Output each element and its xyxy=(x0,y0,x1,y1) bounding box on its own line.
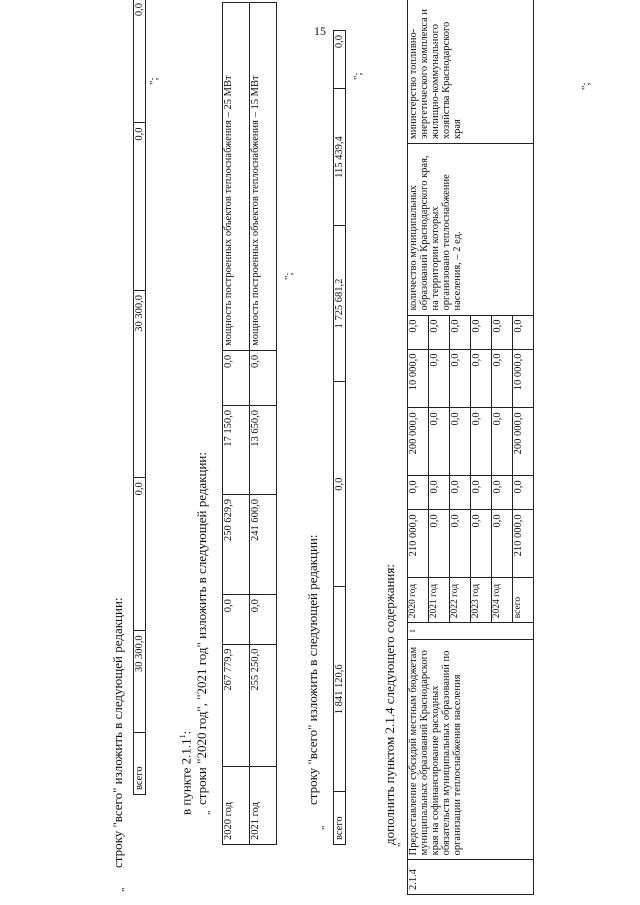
cell-result: мощность построенных объектов теплоснабжения – 25 МВт xyxy=(223,3,250,351)
cell-year: 2020 год xyxy=(408,578,429,623)
open-quote: " xyxy=(206,810,218,815)
cell-value: 1 725 681,2 xyxy=(334,225,346,381)
cell-value: 0,0 xyxy=(429,510,450,578)
cell-year: 2021 год xyxy=(429,578,450,623)
cell-value: 0,0 xyxy=(492,476,513,510)
open-quote: " xyxy=(396,842,408,847)
cell-value: 0,0 xyxy=(471,476,492,510)
cell-item-title: Предоставление субсидий местным бюджетам муниципальных образований Краснодарского края на софинансирование расходных обязательств муниципальных образований по организации теплоснабжения населения xyxy=(408,639,534,859)
cell-value: 200 000,0 xyxy=(513,408,534,476)
cell-value: 210 000,0 xyxy=(408,510,429,578)
cell-year: всего xyxy=(513,578,534,623)
cell-year: 2022 год xyxy=(450,578,471,623)
cell-value: 0,0 xyxy=(429,349,450,408)
cell-result: количество муниципальных образований Краснодарского края, на территории которых организовано теплоснабжение населения, – 2 ед. xyxy=(408,143,534,315)
cell-value: 0,0 xyxy=(429,408,450,476)
close-quote: "; xyxy=(148,77,160,85)
cell-footnote: 1 xyxy=(408,623,534,640)
cell-year: 2023 год xyxy=(471,578,492,623)
close-quote: "; xyxy=(352,72,364,80)
cell-value: 0,0 xyxy=(513,315,534,349)
instruction-text: дополнить пунктом 2.1.4 следующего содержания: xyxy=(382,564,397,845)
cell-value: 0,0 xyxy=(492,315,513,349)
cell-value: 0,0 xyxy=(334,382,346,587)
cell-item-number: 2.1.4 xyxy=(408,860,534,895)
close-quote: "; xyxy=(580,82,592,90)
cell-value: 0,0 xyxy=(134,478,146,631)
cell-value: 0,0 xyxy=(134,123,146,291)
cell-value: 0,0 xyxy=(450,510,471,578)
cell-value: 0,0 xyxy=(471,349,492,408)
cell-value: 0,0 xyxy=(492,349,513,408)
point-colon: : xyxy=(178,730,194,735)
cell-value: 0,0 xyxy=(492,510,513,578)
cell-value: 13 650,0 xyxy=(250,406,277,495)
cell-value: 0,0 xyxy=(334,31,346,89)
open-quote: " xyxy=(120,887,132,892)
cell-value: 0,0 xyxy=(408,315,429,349)
cell-value: 10 000,0 xyxy=(513,349,534,408)
table-total-row-1 xyxy=(133,0,146,795)
cell-value: 0,0 xyxy=(450,408,471,476)
cell-label: 2021 год xyxy=(250,767,277,845)
cell-value: 115 439,4 xyxy=(334,89,346,226)
table-row xyxy=(334,31,346,845)
cell-value: 200 000,0 xyxy=(408,408,429,476)
cell-value: 241 600,0 xyxy=(250,494,277,594)
point-heading xyxy=(178,731,194,815)
table-item-2-1-4 xyxy=(407,0,534,895)
cell-value: 0,0 xyxy=(450,476,471,510)
cell-value: 0,0 xyxy=(429,476,450,510)
table-row xyxy=(134,0,146,795)
cell-value: 0,0 xyxy=(471,408,492,476)
table-total-row-3 xyxy=(333,30,346,845)
cell-value: 255 250,0 xyxy=(250,644,277,767)
cell-value: 0,0 xyxy=(471,510,492,578)
cell-value: 30 300,0 xyxy=(134,631,146,733)
cell-value: 0,0 xyxy=(250,350,277,405)
cell-executor: министерство топливно-энергетического комплекса и жилищно-коммунального хозяйства Краснодарского края xyxy=(408,0,534,143)
cell-label: всего xyxy=(334,792,346,845)
cell-value: 0,0 xyxy=(223,350,250,405)
cell-value: 0,0 xyxy=(450,349,471,408)
table-years-2020-2021 xyxy=(222,2,277,845)
cell-value: 250 629,9 xyxy=(223,494,250,594)
close-quote: "; xyxy=(283,272,295,280)
page-number: 15 xyxy=(314,24,326,38)
cell-value: 0,0 xyxy=(134,0,146,123)
cell-value: 17 150,0 xyxy=(223,406,250,495)
instruction-text: строку "всего" изложить в следующей редакции: xyxy=(305,534,320,805)
open-quote: " xyxy=(320,825,332,830)
cell-value: 210 000,0 xyxy=(513,510,534,578)
cell-value: 1 841 120,6 xyxy=(334,587,346,792)
cell-value: 0,0 xyxy=(429,315,450,349)
cell-year: 2024 год xyxy=(492,578,513,623)
footnote-mark: 1 xyxy=(178,734,187,739)
cell-value: 0,0 xyxy=(471,315,492,349)
cell-result: мощность построенных объектов теплоснабжения – 15 МВт xyxy=(250,3,277,351)
cell-value: 0,0 xyxy=(408,476,429,510)
cell-value: 0,0 xyxy=(513,476,534,510)
cell-value: 0,0 xyxy=(492,408,513,476)
table-row xyxy=(223,3,250,845)
instruction-text: строку "всего" изложить в следующей редакции: xyxy=(110,597,125,868)
cell-label: всего xyxy=(134,733,146,795)
point-text: в пункте 2.1.1 xyxy=(178,738,194,815)
instruction-text: строки "2020 год", "2021 год" изложить в следующей редакции: xyxy=(194,452,209,805)
cell-label: 2020 год xyxy=(223,767,250,845)
cell-value: 0,0 xyxy=(250,595,277,645)
table-row xyxy=(250,3,277,845)
cell-value: 0,0 xyxy=(450,315,471,349)
cell-value: 30 300,0 xyxy=(134,291,146,478)
cell-value: 267 779,9 xyxy=(223,644,250,767)
cell-value: 10 000,0 xyxy=(408,349,429,408)
cell-value: 0,0 xyxy=(223,595,250,645)
table-row xyxy=(408,0,429,895)
